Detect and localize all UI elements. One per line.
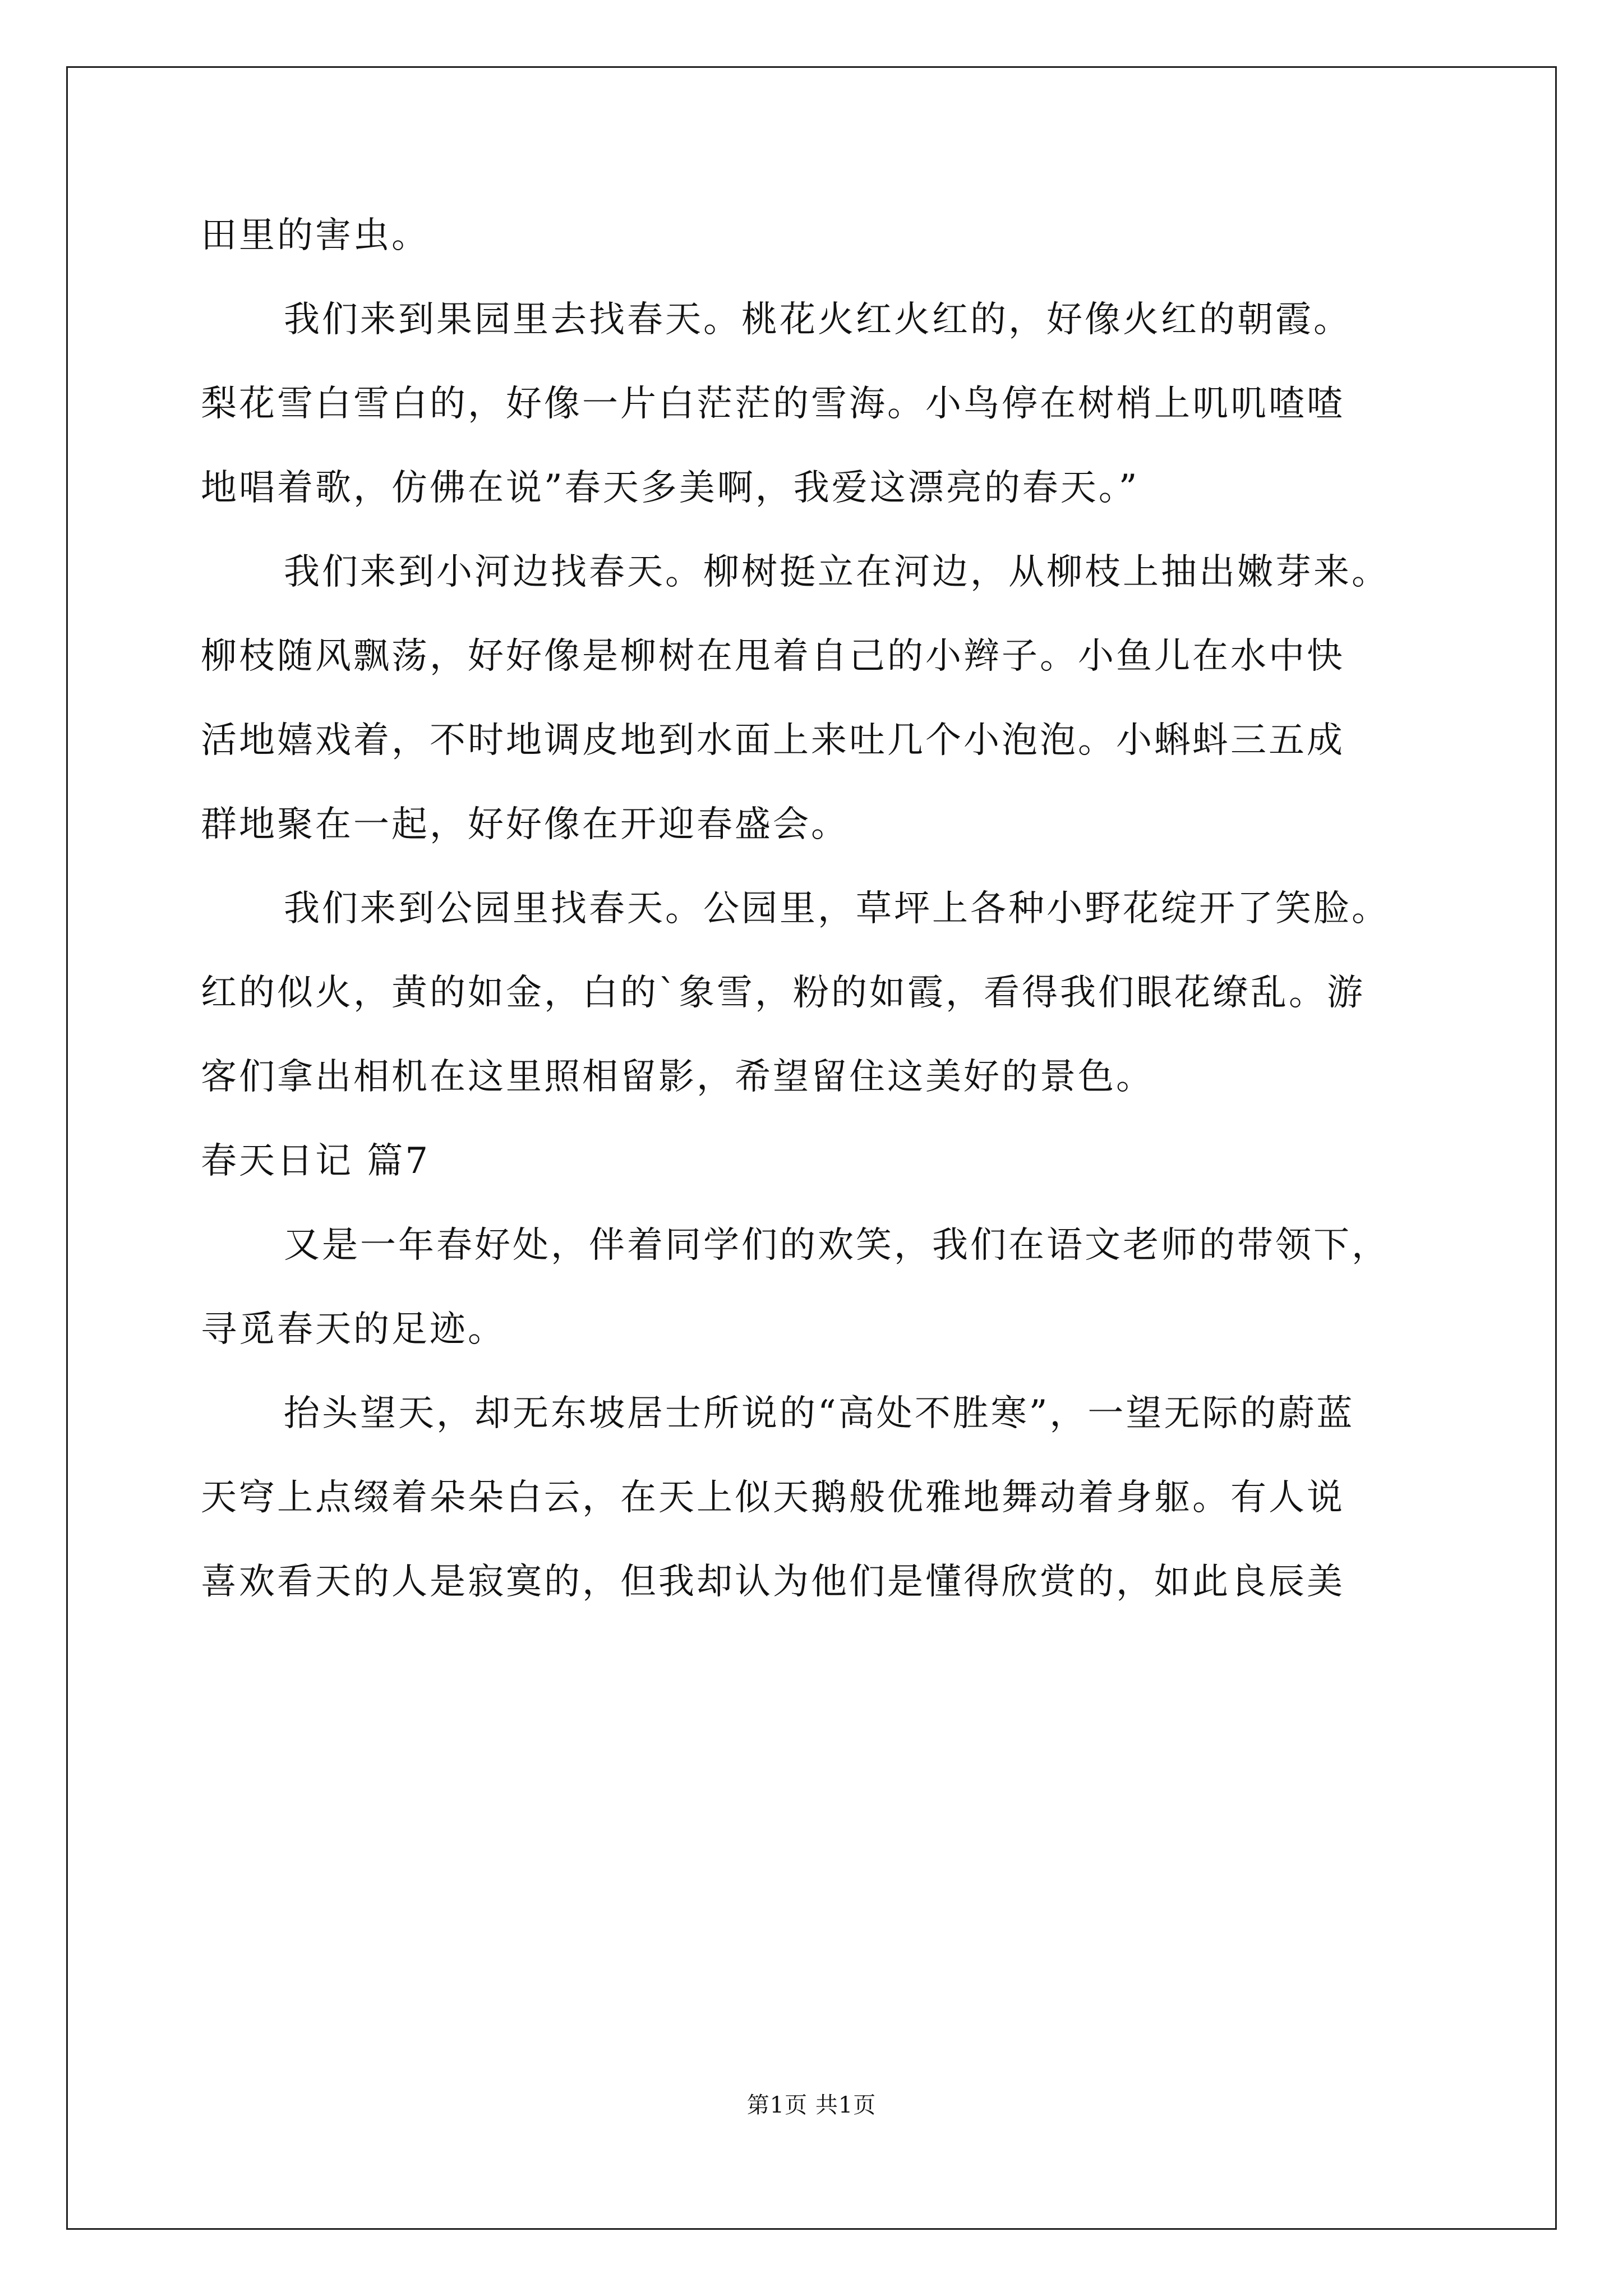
paragraph-start-line: 又是一年春好处，伴着同学们的欢笑，我们在语文老师的带领下， (284, 1225, 1390, 1266)
paragraph-start-line: 我们来到果园里去找春天。桃花火红火红的，好像火红的朝霞。 (284, 299, 1352, 341)
paragraph-start-line: 我们来到小河边找春天。柳树挺立在河边，从柳枝上抽出嫩芽来。 (284, 551, 1390, 593)
text-line: 田里的害虫。 (201, 215, 430, 256)
text-line: 活地嬉戏着，不时地调皮地到水面上来吐几个小泡泡。小蝌蚪三五成 (201, 720, 1345, 761)
text-line: 喜欢看天的人是寂寞的，但我却认为他们是懂得欣赏的，如此良辰美 (201, 1561, 1345, 1603)
text-line: 客们拿出相机在这里照相留影，希望留住这美好的景色。 (201, 1056, 1154, 1098)
text-line: 寻觅春天的足迹。 (201, 1309, 506, 1350)
text-line: 天穹上点缀着朵朵白云，在天上似天鹅般优雅地舞动着身躯。有人说 (201, 1477, 1345, 1519)
text-line: 红的似火，黄的如金，白的`象雪，粉的如霞，看得我们眼花缭乱。游 (201, 972, 1365, 1014)
page-footer: 第1页 共1页 (746, 2092, 877, 2118)
paragraph-start-line: 抬头望天，却无东坡居士所说的“高处不胜寒”，一望无际的蔚蓝 (284, 1393, 1355, 1434)
text-line: 群地聚在一起，好好像在开迎春盛会。 (201, 804, 849, 845)
text-line: 地唱着歌，仿佛在说”春天多美啊，我爱这漂亮的春天。” (201, 467, 1140, 509)
paragraph-start-line: 我们来到公园里找春天。公园里，草坪上各种小野花绽开了笑脸。 (284, 888, 1390, 930)
text-line: 柳枝随风飘荡，好好像是柳树在甩着自己的小辫子。小鱼儿在水中快 (201, 636, 1345, 677)
text-line: 梨花雪白雪白的，好像一片白茫茫的雪海。小鸟停在树梢上叽叽喳喳 (201, 383, 1345, 425)
section-heading: 春天日记 篇7 (201, 1140, 431, 1182)
